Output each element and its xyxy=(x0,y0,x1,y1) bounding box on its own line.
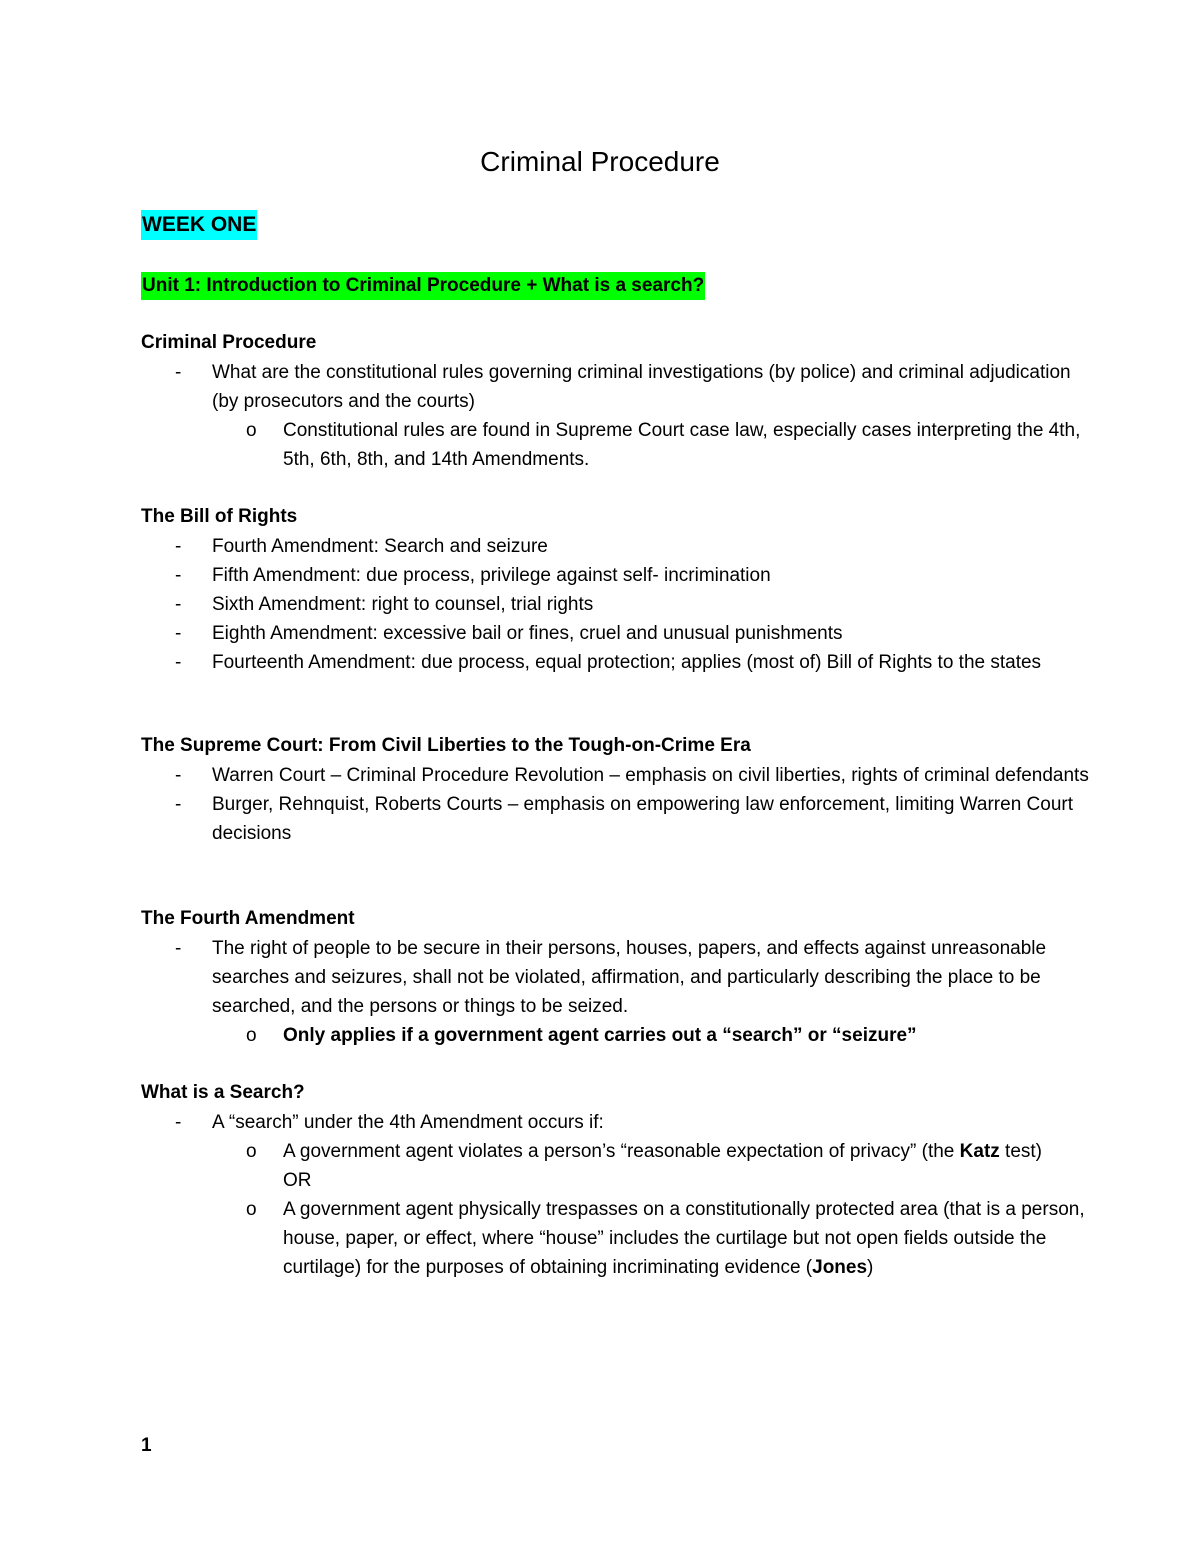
list-item-text: Eighth Amendment: excessive bail or fines, cruel and unusual punishments xyxy=(212,623,843,644)
list-item xyxy=(141,561,1091,590)
list-item-text: Warren Court – Criminal Procedure Revolution – emphasis on civil liberties, rights of criminal defendants xyxy=(212,765,1089,786)
list-item xyxy=(141,761,1091,790)
dash-bullet: - xyxy=(175,594,182,615)
circle-bullet: o xyxy=(246,420,257,441)
circle-bullet: o xyxy=(246,1141,257,1162)
list-item-text: Constitutional rules are found in Supreme Court case law, especially cases interpreting the 4th, 5th, 6th, 8th, and 14th Amendments. xyxy=(283,420,1081,470)
sub-list-item xyxy=(141,1021,1091,1050)
week-heading: WEEK ONE xyxy=(141,210,257,240)
list-item xyxy=(141,532,1091,561)
text-run: A government agent violates a person’s “reasonable expectation of privacy” (the xyxy=(283,1141,960,1162)
sub-list-item xyxy=(141,1137,1091,1166)
list-item-text: What are the constitutional rules governing criminal investigations (by police) and criminal adjudication (by prosecutors and the courts) xyxy=(212,362,1071,412)
section-criminal-procedure xyxy=(141,329,1091,474)
dash-bullet: - xyxy=(175,1112,182,1133)
list-item xyxy=(141,590,1091,619)
list-item-text: Sixth Amendment: right to counsel, trial rights xyxy=(212,594,594,615)
text-run: test) xyxy=(999,1141,1043,1162)
dash-bullet: - xyxy=(175,794,182,815)
page-number: 1 xyxy=(141,1435,152,1456)
list-item xyxy=(141,358,1091,416)
list-item-text xyxy=(283,1141,1042,1162)
unit-heading: Unit 1: Introduction to Criminal Procedure + What is a search? xyxy=(141,272,705,300)
document-title: Criminal Procedure xyxy=(480,146,720,177)
dash-bullet: - xyxy=(175,536,182,557)
case-name-katz: Katz xyxy=(959,1141,1000,1162)
list-item-text: Only applies if a government agent carries out a “search” or “seizure” xyxy=(283,1025,917,1046)
section-fourth-amendment xyxy=(141,905,1091,1050)
dash-bullet: - xyxy=(175,565,182,586)
dash-bullet: - xyxy=(175,362,182,383)
list-item xyxy=(141,790,1091,848)
sub-list-item xyxy=(141,1195,1091,1282)
dash-bullet: - xyxy=(175,765,182,786)
section-heading: Criminal Procedure xyxy=(141,332,317,353)
list-item xyxy=(141,1108,1091,1137)
or-label: OR xyxy=(283,1170,312,1191)
list-item-text: Fifth Amendment: due process, privilege against self- incrimination xyxy=(212,565,771,586)
dash-bullet: - xyxy=(175,623,182,644)
circle-bullet: o xyxy=(246,1199,257,1220)
list-item-text: A “search” under the 4th Amendment occurs if: xyxy=(212,1112,604,1133)
list-item xyxy=(141,619,1091,648)
case-name-jones: Jones xyxy=(812,1257,868,1278)
list-item-text xyxy=(283,1199,1085,1278)
list-item-text: Fourth Amendment: Search and seizure xyxy=(212,536,548,557)
list-item xyxy=(141,934,1091,1021)
section-bill-of-rights xyxy=(141,503,1091,677)
text-run: A government agent physically trespasses on a constitutionally protected area (that is a person, house, paper, or effect, where “house” includes the curtilage but not open fields outside the curtilage) for the purposes of obtaining incriminating evidence ( xyxy=(283,1199,1085,1278)
section-heading: The Supreme Court: From Civil Liberties to the Tough-on-Crime Era xyxy=(141,735,751,756)
list-item xyxy=(141,648,1091,677)
or-connector xyxy=(141,1166,1091,1195)
list-item-text: Burger, Rehnquist, Roberts Courts – emphasis on empowering law enforcement, limiting Warren Court decisions xyxy=(212,794,1074,844)
list-item-text: Fourteenth Amendment: due process, equal protection; applies (most of) Bill of Rights to the states xyxy=(212,652,1042,673)
section-heading: The Fourth Amendment xyxy=(141,908,355,929)
section-heading: The Bill of Rights xyxy=(141,506,298,527)
text-run: ) xyxy=(867,1257,874,1278)
dash-bullet: - xyxy=(175,652,182,673)
dash-bullet: - xyxy=(175,938,182,959)
circle-bullet: o xyxy=(246,1025,257,1046)
section-heading: What is a Search? xyxy=(141,1082,305,1103)
section-supreme-court xyxy=(141,732,1091,848)
sub-list-item xyxy=(141,416,1091,474)
section-what-is-a-search xyxy=(141,1079,1091,1282)
list-item-text: The right of people to be secure in their persons, houses, papers, and effects against unreasonable searches and seizures, shall not be violated, affirmation, and particularly describing the place to be searched, and the persons or things to be seized. xyxy=(212,938,1047,1017)
